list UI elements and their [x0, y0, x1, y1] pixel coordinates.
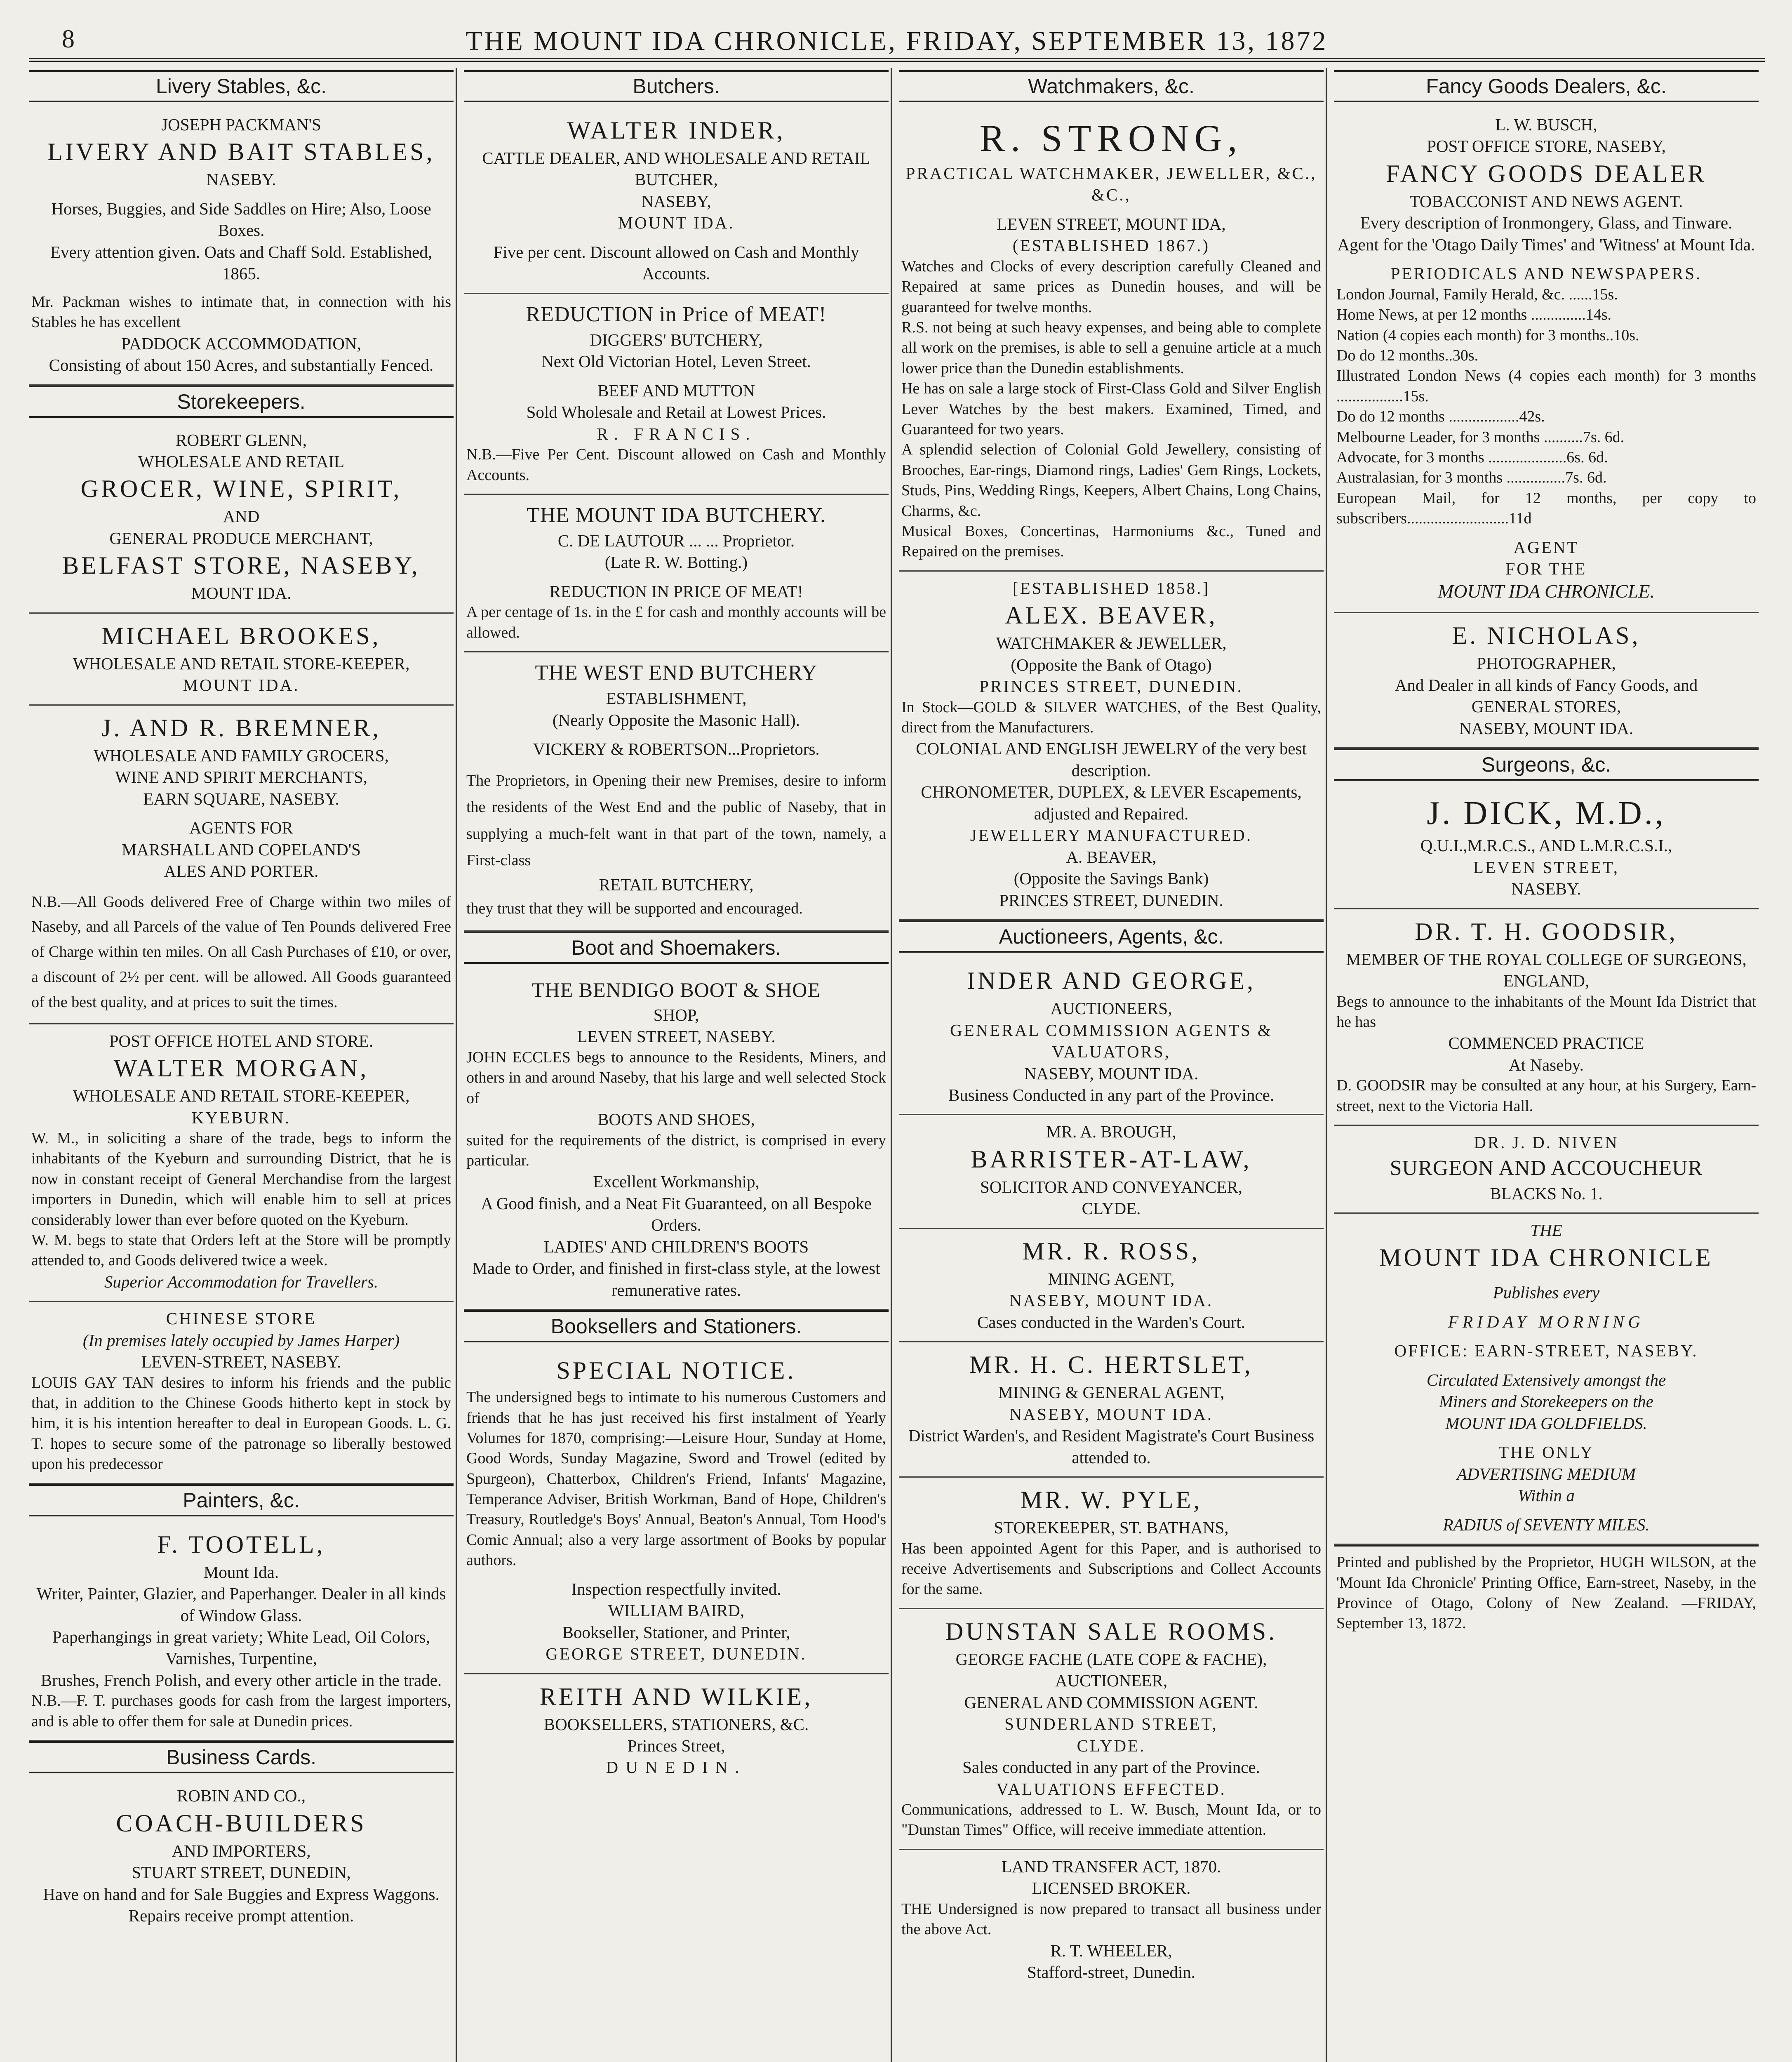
- ad-body: R.S. not being at such heavy expenses, and being able to complete all work on the premises, is able to sell a genuine article at a much lower price than the Dunedin establishments.: [901, 319, 1321, 377]
- ad-line: Brushes, French Polish, and every other article in the trade.: [40, 1670, 442, 1690]
- ad-reith-wilkie: [464, 1674, 889, 1787]
- ad-body: they trust that they will be supported and encouraged.: [466, 900, 803, 918]
- ad-line: ADVERTISING MEDIUM: [1457, 1464, 1636, 1483]
- ad-line: VICKERY & ROBERTSON...Proprietors.: [533, 739, 820, 759]
- ad-line: TOBACCONIST AND NEWS AGENT.: [1409, 191, 1683, 211]
- ad-brookes: [29, 614, 454, 706]
- ad-line: CATTLE DEALER, AND WHOLESALE AND RETAIL BUTCHER,: [482, 148, 870, 189]
- ad-title: BARRISTER-AT-LAW,: [971, 1145, 1252, 1173]
- price-row: Melbourne Leader, for 3 months ..........7s. 6d.: [1336, 428, 1625, 446]
- ad-body: suited for the requirements of the district, is comprised in every particular.: [466, 1131, 886, 1169]
- section-heading: Booksellers and Stationers.: [464, 1310, 889, 1342]
- ad-body: LOUIS GAY TAN desires to inform his friends and the public that, in addition to the Chinese Goods hitherto kept in stock by him, it is his intention hereafter to deal in European Goods. L. G. T. hopes to secure some of the patronage so liberally bestowed upon his predecessor: [31, 1374, 451, 1473]
- ad-title: MR. R. ROSS,: [1022, 1237, 1200, 1265]
- ad-line: GEORGE FACHE (LATE COPE & FACHE),: [955, 1649, 1267, 1669]
- ad-line: Cases conducted in the Warden's Court.: [977, 1312, 1246, 1332]
- section-heading: Butchers.: [464, 70, 889, 102]
- ad-body: A splendid selection of Colonial Gold Jewellery, consisting of Brooches, Ear-rings, Diamond rings, Ladies' Gem Rings, Lockets, Studs, Pins, Wedding Rings, Keepers, Albert Chains, Long Chains, Charms, &c.: [901, 441, 1322, 520]
- ad-title: ALEX. BEAVER,: [1005, 602, 1218, 629]
- ad-bendigo: [464, 970, 889, 1310]
- ad-line: ESTABLISHMENT,: [606, 689, 747, 708]
- ad-body: JOHN ECCLES begs to announce to the Residents, Miners, and others in and around Naseby, that his large and well selected Stock of: [466, 1048, 886, 1107]
- ad-line: GENERAL PRODUCE MERCHANT,: [109, 528, 373, 548]
- ad-line: PRACTICAL WATCHMAKER, JEWELLER, &C., &C.,: [905, 164, 1317, 205]
- ad-line: JOSEPH PACKMAN'S: [161, 115, 321, 134]
- ad-line: Every description of Ironmongery, Glass, and Tinware.: [1360, 213, 1733, 233]
- ad-robin: [29, 1779, 454, 1935]
- ad-line: WHOLESALE AND RETAIL: [138, 452, 345, 471]
- ad-line: MINING AGENT,: [1048, 1269, 1175, 1288]
- ad-line: FRIDAY MORNING: [1448, 1312, 1644, 1331]
- ad-line: SHOP,: [653, 1005, 699, 1024]
- ad-line: [ESTABLISHED 1858.]: [1012, 578, 1210, 598]
- ad-line: BEEF AND MUTTON: [597, 381, 755, 400]
- ad-ross: [899, 1229, 1324, 1342]
- ad-brough: [899, 1115, 1324, 1229]
- ad-inder-george: [899, 958, 1324, 1115]
- ad-line: Stafford-street, Dunedin.: [1027, 1963, 1195, 1982]
- page-number: 8: [62, 25, 75, 53]
- ad-line: PERIODICALS AND NEWSPAPERS.: [1390, 264, 1702, 283]
- ad-title: MR. W. PYLE,: [1020, 1486, 1202, 1514]
- ad-title: F. TOOTELL,: [157, 1530, 325, 1558]
- ad-line: LEVEN STREET, NASEBY.: [577, 1027, 776, 1046]
- ad-line: Paperhangings in great variety; White Lead, Oil Colors, Varnishes, Turpentine,: [52, 1627, 430, 1668]
- ad-packman: [29, 108, 454, 386]
- ad-title: MICHAEL BROOKES,: [101, 622, 381, 650]
- ad-title: GROCER, WINE, SPIRIT,: [80, 475, 402, 503]
- ad-line: Made to Order, and finished in first-class style, at the lowest remunerative rates.: [472, 1259, 880, 1299]
- ad-line: Inspection respectfully invited.: [571, 1579, 781, 1598]
- ad-line: VALUATIONS EFFECTED.: [996, 1779, 1226, 1798]
- ad-chinese-store: [29, 1302, 454, 1484]
- ad-line: DR. J. D. NIVEN: [1474, 1133, 1619, 1152]
- ad-line: MR. A. BROUGH,: [1046, 1122, 1176, 1142]
- imprint: [1334, 1545, 1759, 1642]
- ad-nicholas: [1334, 613, 1759, 749]
- ad-line: Consisting of about 150 Acres, and substantially Fenced.: [49, 355, 434, 375]
- price-row: Illustrated London News (4 copies each month) for 3 months .................15s.: [1336, 367, 1756, 405]
- ad-body: A per centage of 1s. in the £ for cash and monthly accounts will be allowed.: [466, 603, 886, 641]
- price-list: [1336, 285, 1756, 529]
- ad-line: Have on hand and for Sale Buggies and Express Waggons.: [43, 1884, 440, 1904]
- ad-strong: [899, 108, 1324, 572]
- ad-line: AGENT: [1513, 537, 1579, 557]
- ad-line: POST OFFICE HOTEL AND STORE.: [109, 1031, 374, 1050]
- ad-body: Has been appointed Agent for this Paper, and is authorised to receive Advertisements and Subscriptions and Collect Accounts for the same.: [901, 1539, 1321, 1598]
- ad-line: Within a: [1518, 1486, 1575, 1505]
- imprint-text: Printed and published by the Proprietor, HUGH WILSON, at the 'Mount Ida Chronicle' Printing Office, Earn-street, Naseby, in the Province of Otago, Colony of New Zealand. —FRIDAY, September 13, 1872.: [1336, 1554, 1756, 1632]
- ad-pyle: [899, 1478, 1324, 1609]
- masthead: THE MOUNT IDA CHRONICLE, FRIDAY, SEPTEMBER 13, 1872: [466, 26, 1328, 56]
- ad-line: ROBERT GLENN,: [176, 430, 307, 450]
- ad-line: BOOTS AND SHOES,: [597, 1110, 755, 1129]
- ad-body: W. M., in soliciting a share of the trade, begs to inform the inhabitants of the Kyeburn and surrounding District, that he is now in constant receipt of General Merchandise from the largest importers in Dunedin, which will enable him to sell at prices considerably lower than ever before quoted on the Kyeburn.: [31, 1130, 451, 1229]
- ad-line: NASEBY.: [206, 170, 276, 189]
- ad-line: BLACKS No. 1.: [1490, 1184, 1603, 1203]
- ad-line: Mount Ida.: [203, 1562, 279, 1582]
- ad-line: GENERAL STORES,: [1471, 697, 1621, 716]
- ad-line: Next Old Victorian Hotel, Leven Street.: [541, 352, 811, 371]
- ad-title: REDUCTION in Price of MEAT!: [526, 302, 827, 326]
- ad-line: R. T. WHEELER,: [1050, 1941, 1172, 1960]
- ad-line: At Naseby.: [1509, 1055, 1584, 1074]
- ad-line: A Good finish, and a Neat Fit Guaranteed, on all Bespoke Orders.: [481, 1193, 872, 1235]
- ad-body: N.B.—F. T. purchases goods for cash from the largest importers, and is able to offer them for sale at Dunedin prices.: [31, 1692, 451, 1730]
- ad-line: Sold Wholesale and Retail at Lowest Prices.: [526, 403, 826, 422]
- column-2: [464, 70, 889, 2062]
- ad-line: SOLICITOR AND CONVEYANCER,: [980, 1177, 1242, 1196]
- ad-line: Five per cent. Discount allowed on Cash and Monthly Accounts.: [493, 242, 859, 283]
- ad-bremner: [29, 706, 454, 1024]
- ad-line: (Opposite the Savings Bank): [1014, 869, 1209, 888]
- section-heading: Auctioneers, Agents, &c.: [899, 920, 1324, 953]
- price-row: Australasian, for 3 months ...............7s. 6d.: [1336, 469, 1607, 487]
- ad-morgan: [29, 1024, 454, 1302]
- ad-line: AUCTIONEER,: [1055, 1671, 1168, 1690]
- ad-line: WHOLESALE AND FAMILY GROCERS,: [94, 746, 389, 765]
- ad-line: LEVEN STREET, MOUNT IDA,: [997, 214, 1226, 233]
- ad-title: J. DICK, M.D.,: [1427, 795, 1666, 832]
- ad-line: AND IMPORTERS,: [172, 1841, 311, 1860]
- column-1: [29, 70, 454, 2062]
- ad-body: N.B.—All Goods delivered Free of Charge within two miles of Naseby, and all Parcels of the value of Ten Pounds delivered Free of Charge within ten miles. On all Cash Purchases of £10, or over, a discount of 2½ per cent. will be allowed. All Goods guaranteed of the best quality, and at prices to suit the times.: [31, 893, 451, 1011]
- ad-line: A. BEAVER,: [1066, 847, 1157, 866]
- ad-line: GEORGE STREET, DUNEDIN.: [546, 1644, 807, 1664]
- ad-line: AUCTIONEERS,: [1050, 999, 1172, 1018]
- ad-line: L. W. BUSCH,: [1495, 115, 1597, 134]
- ad-line: GENERAL AND COMMISSION AGENT.: [964, 1692, 1258, 1712]
- section-heading: Storekeepers.: [29, 386, 454, 418]
- ad-line: KYEBURN.: [191, 1108, 291, 1127]
- ad-line: NASEBY,: [641, 191, 711, 211]
- ad-line: CLYDE.: [1082, 1199, 1141, 1218]
- ad-line: ROBIN AND CO.,: [176, 1786, 306, 1805]
- ad-body: He has on sale a large stock of First-Class Gold and Silver English Lever Watches by the best makers. Examined, Timed, and Guaranteed for two years.: [901, 380, 1321, 438]
- ad-body: Communications, addressed to L. W. Busch, Mount Ida, or to "Dunstan Times" Office, will receive immediate attention.: [901, 1801, 1321, 1839]
- section-heading: Surgeons, &c.: [1334, 749, 1759, 781]
- ad-line: And Dealer in all kinds of Fancy Goods, and: [1395, 675, 1698, 694]
- section-heading: Livery Stables, &c.: [29, 70, 454, 102]
- ad-line: CHRONOMETER, DUPLEX, & LEVER Escapements, adjusted and Repaired.: [921, 782, 1302, 823]
- ad-line: District Warden's, and Resident Magistrate's Court Business attended to.: [908, 1426, 1315, 1467]
- ad-line: WHOLESALE AND RETAIL STORE-KEEPER,: [73, 654, 410, 673]
- ad-line: MOUNT IDA CHRONICLE.: [1437, 581, 1655, 602]
- ad-line: Princes Street,: [627, 1736, 725, 1755]
- section-heading: Watchmakers, &c.: [899, 70, 1324, 102]
- ad-line: C. DE LAUTOUR ... ... Proprietor.: [557, 531, 795, 550]
- ad-title: LIVERY AND BAIT STABLES,: [47, 138, 435, 166]
- ad-niven: [1334, 1126, 1759, 1214]
- ad-body: Musical Boxes, Concertinas, Harmoniums &c., Tuned and Repaired on the premises.: [901, 522, 1321, 560]
- ad-line: GENERAL COMMISSION AGENTS & VALUATORS,: [950, 1020, 1272, 1062]
- price-row: Home News, at per 12 months ..............14s.: [1336, 306, 1612, 324]
- ad-line: NASEBY, MOUNT IDA.: [1024, 1064, 1199, 1083]
- ad-line: (ESTABLISHED 1867.): [1012, 236, 1210, 255]
- ad-line: MOUNT IDA.: [191, 584, 292, 603]
- ad-title: MR. H. C. HERTSLET,: [969, 1351, 1253, 1379]
- ad-line: THE ONLY: [1498, 1443, 1594, 1462]
- ad-line: Every attention given. Oats and Chaff Sold. Established, 1865.: [50, 242, 433, 283]
- ad-line: (Opposite the Bank of Otago): [1011, 655, 1212, 674]
- ad-title: REITH AND WILKIE,: [539, 1683, 813, 1710]
- ad-line: PRINCES STREET, DUNEDIN.: [979, 677, 1243, 696]
- ad-line: PADDOCK ACCOMMODATION,: [121, 334, 361, 353]
- ad-line: Superior Accommodation for Travellers.: [104, 1272, 379, 1291]
- ad-line: COLONIAL AND ENGLISH JEWELRY of the very best description.: [916, 739, 1307, 780]
- ad-title: CHINESE STORE: [166, 1309, 317, 1328]
- column-rule: [1326, 68, 1327, 2062]
- ad-title: THE WEST END BUTCHERY: [535, 661, 818, 685]
- ad-west-end-butchery: [464, 652, 889, 932]
- ad-title: INDER AND GEORGE,: [967, 967, 1256, 995]
- ad-line: Repairs receive prompt attention.: [128, 1906, 354, 1925]
- ad-line: WATCHMAKER & JEWELLER,: [996, 633, 1227, 653]
- ad-line: LAND TRANSFER ACT, 1870.: [1001, 1857, 1221, 1876]
- ad-line: NASEBY.: [1511, 879, 1581, 899]
- ad-line: WILLIAM BAIRD,: [608, 1601, 745, 1620]
- ad-line: R. FRANCIS.: [597, 424, 756, 443]
- ad-line: NASEBY, MOUNT IDA.: [1459, 718, 1634, 738]
- ad-title: THE MOUNT IDA BUTCHERY.: [526, 503, 826, 527]
- page-header: [29, 16, 1765, 62]
- ad-line: (In premises lately occupied by James Harper): [82, 1330, 400, 1350]
- price-row: Nation (4 copies each month) for 3 months..10s.: [1336, 326, 1639, 344]
- ad-body: THE Undersigned is now prepared to transact all business under the above Act.: [901, 1900, 1321, 1938]
- ad-tootell: [29, 1522, 454, 1742]
- ad-line: FOR THE: [1505, 559, 1587, 578]
- ad-title: WALTER INDER,: [567, 117, 785, 144]
- column-3: [899, 70, 1324, 2062]
- ad-body: The undersigned begs to intimate to his numerous Customers and friends that he has just received his first instalment of Yearly Volumes for 1870, comprising:—Leisure Hour, Sunday at Home, Good Words, Sunday Magazine, Sword and Trowel (edited by Spurgeon), Chatterbox, Children's Friend, Infants' Magazine, Temperance Adviser, British Workman, Band of Hope, Children's Treasury, Routledge's Boys' Annual, Beaton's Annual, Tom Hood's Comic Annual; also a very large assortment of Books by popular authors.: [466, 1389, 886, 1569]
- price-row: Do do 12 months ..................42s.: [1336, 408, 1545, 426]
- ad-line: LEVEN-STREET, NASEBY.: [141, 1352, 341, 1372]
- ad-line: COMMENCED PRACTICE: [1448, 1033, 1644, 1053]
- ad-line: SUNDERLAND STREET,: [1004, 1714, 1218, 1734]
- ad-title: THE BENDIGO BOOT & SHOE: [532, 978, 821, 1001]
- ad-line: Writer, Painter, Glazier, and Paperhanger. Dealer in all kinds of Window Glass.: [36, 1584, 446, 1625]
- ad-line: MOUNT IDA GOLDFIELDS.: [1445, 1413, 1647, 1433]
- ad-body: D. GOODSIR may be consulted at any hour, at his Surgery, Earn-street, next to the Victoria Hall.: [1336, 1077, 1756, 1115]
- ad-body: Watches and Clocks of every description carefully Cleaned and Repaired at same prices as Dunedin houses, and will be guaranteed for twelve months.: [901, 257, 1321, 316]
- ad-body: Begs to announce to the inhabitants of the Mount Ida District that he has: [1336, 993, 1756, 1031]
- section-heading: Business Cards.: [29, 1741, 454, 1773]
- ad-line: Bookseller, Stationer, and Printer,: [562, 1622, 790, 1642]
- ad-line: Q.U.I.,M.R.C.S., AND L.M.R.C.S.I.,: [1420, 836, 1672, 855]
- column-rule: [891, 68, 892, 2062]
- ad-title: DR. T. H. GOODSIR,: [1415, 918, 1678, 945]
- ad-line: DIGGERS' BUTCHERY,: [590, 330, 763, 349]
- ad-special-notice: [464, 1348, 889, 1674]
- ad-line: STUART STREET, DUNEDIN,: [132, 1863, 351, 1882]
- ad-glenn: [29, 424, 454, 614]
- ad-line: (Late R. W. Botting.): [604, 553, 748, 572]
- ad-diggers-butchery: [464, 294, 889, 495]
- price-row: Do do 12 months..30s.: [1336, 346, 1479, 364]
- column-rule: [456, 68, 457, 2062]
- ad-body: In Stock—GOLD & SILVER WATCHES, of the Best Quality, direct from the Manufacturers.: [901, 698, 1321, 736]
- ad-body: N.B.—Five Per Cent. Discount allowed on Cash and Monthly Accounts.: [466, 446, 886, 484]
- ad-dick: [1334, 786, 1759, 909]
- ad-title: J. AND R. BREMNER,: [101, 714, 381, 741]
- ad-line: MINING & GENERAL AGENT,: [998, 1383, 1225, 1402]
- ad-title: SURGEON AND ACCOUCHEUR: [1390, 1156, 1703, 1180]
- ad-title: COACH-BUILDERS: [116, 1809, 367, 1837]
- price-row: European Mail, for 12 months, per copy to subscribers..........................11d: [1336, 489, 1756, 527]
- ad-goodsir: [1334, 909, 1759, 1126]
- ad-inder: [464, 108, 889, 294]
- ad-line: MEMBER OF THE ROYAL COLLEGE OF SURGEONS, ENGLAND,: [1346, 949, 1747, 991]
- ad-line: STOREKEEPER, ST. BATHANS,: [994, 1518, 1229, 1537]
- ad-line: Miners and Storekeepers on the: [1439, 1392, 1653, 1411]
- ad-line: NASEBY, MOUNT IDA.: [1009, 1404, 1213, 1424]
- ad-title: SPECIAL NOTICE.: [556, 1357, 796, 1384]
- ad-line: Publishes every: [1493, 1283, 1600, 1302]
- ad-line: DUNEDIN.: [606, 1758, 747, 1777]
- ad-line: AGENTS FOR: [189, 818, 293, 838]
- column-4: [1334, 70, 1759, 2062]
- ad-line: WHOLESALE AND RETAIL STORE-KEEPER,: [73, 1086, 410, 1106]
- ad-line: Sales conducted in any part of the Province.: [962, 1758, 1260, 1777]
- ad-line: BOOKSELLERS, STATIONERS, &C.: [543, 1714, 809, 1734]
- ad-body: W. M. begs to state that Orders left at the Store will be promptly attended to, and Goods delivered twice a week.: [31, 1231, 451, 1269]
- ad-line: OFFICE: EARN-STREET, NASEBY.: [1394, 1341, 1698, 1361]
- ad-title: MOUNT IDA CHRONICLE: [1379, 1244, 1713, 1271]
- ad-line: MOUNT IDA.: [618, 213, 735, 233]
- ad-line: PHOTOGRAPHER,: [1477, 654, 1616, 673]
- ad-line: ALES AND PORTER.: [164, 862, 319, 881]
- ad-line: RETAIL BUTCHERY,: [599, 875, 754, 894]
- ad-line: REDUCTION IN PRICE OF MEAT!: [549, 581, 803, 601]
- ad-line: LADIES' AND CHILDREN'S BOOTS: [543, 1237, 809, 1256]
- ad-hertslet: [899, 1342, 1324, 1478]
- ad-body: The Proprietors, in Opening their new Premises, desire to inform the residents of the West End and the public of Naseby, that in supplying a much-felt want in that part of the town, namely, a First-class: [466, 772, 886, 869]
- ad-line: MOUNT IDA.: [183, 676, 300, 695]
- ad-mount-ida-butchery: [464, 495, 889, 652]
- ad-line: THE: [1530, 1220, 1562, 1240]
- ad-land-transfer: [899, 1850, 1324, 1991]
- ad-title: DUNSTAN SALE ROOMS.: [945, 1617, 1277, 1645]
- ad-line: NASEBY, MOUNT IDA.: [1009, 1291, 1213, 1310]
- ad-line: Mr. Packman wishes to intimate that, in connection with his Stables he has excellent: [31, 293, 451, 331]
- ad-line: JEWELLERY MANUFACTURED.: [970, 826, 1253, 845]
- ad-line: Excellent Workmanship,: [593, 1172, 760, 1191]
- ad-line: RADIUS of SEVENTY MILES.: [1443, 1515, 1650, 1534]
- section-heading: Painters, &c.: [29, 1484, 454, 1516]
- ad-line: Horses, Buggies, and Side Saddles on Hire; Also, Loose Boxes.: [51, 199, 431, 240]
- ad-line: POST OFFICE STORE, NASEBY,: [1427, 137, 1666, 156]
- ad-title: R. STRONG,: [979, 117, 1243, 159]
- ad-line: CLYDE.: [1077, 1736, 1146, 1755]
- ad-line: AND: [223, 507, 260, 526]
- ad-line: (Nearly Opposite the Masonic Hall).: [552, 710, 800, 730]
- ad-line: LEVEN STREET,: [1473, 857, 1620, 877]
- ad-title: E. NICHOLAS,: [1452, 622, 1641, 650]
- ad-beaver: [899, 572, 1324, 920]
- section-heading: Fancy Goods Dealers, &c.: [1334, 70, 1759, 102]
- price-row: Advocate, for 3 months ....................6s. 6d.: [1336, 448, 1608, 466]
- ad-busch: [1334, 108, 1759, 613]
- ad-line: BELFAST STORE, NASEBY,: [62, 552, 420, 579]
- section-heading: Boot and Shoemakers.: [464, 932, 889, 964]
- ad-line: MARSHALL AND COPELAND'S: [122, 840, 361, 859]
- ad-dunstan: [899, 1609, 1324, 1850]
- price-row: London Journal, Family Herald, &c. ......15s.: [1336, 285, 1618, 303]
- ad-title: WALTER MORGAN,: [113, 1055, 369, 1082]
- ad-line: WINE AND SPIRIT MERCHANTS,: [115, 767, 367, 787]
- ad-line: Business Conducted in any part of the Province.: [948, 1085, 1275, 1105]
- ad-title: FANCY GOODS DEALER: [1385, 160, 1707, 187]
- ad-line: EARN SQUARE, NASEBY.: [143, 789, 339, 808]
- ad-line: PRINCES STREET, DUNEDIN.: [999, 890, 1223, 910]
- ad-line: Agent for the 'Otago Daily Times' and 'Witness' at Mount Ida.: [1337, 235, 1755, 254]
- ad-chronicle: [1334, 1214, 1759, 1545]
- ad-line: Circulated Extensively amongst the: [1426, 1370, 1666, 1389]
- ad-line: LICENSED BROKER.: [1032, 1878, 1191, 1898]
